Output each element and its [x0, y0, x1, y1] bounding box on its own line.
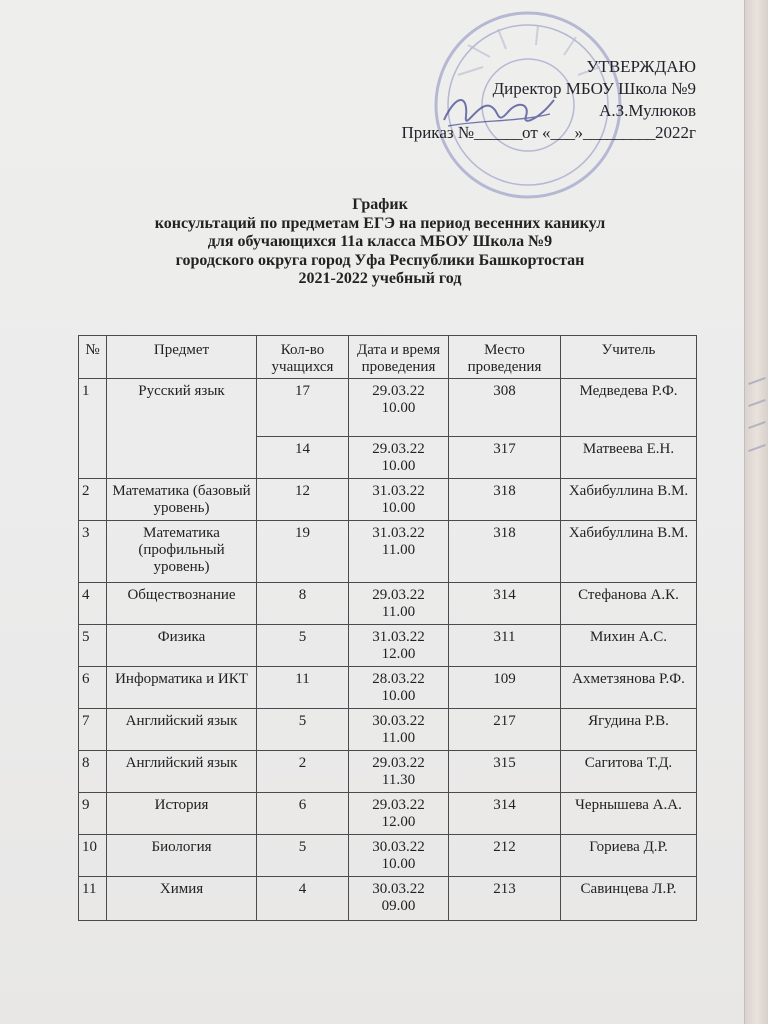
row-count: 4	[257, 877, 349, 921]
row-teacher: Хабибуллина В.М.	[561, 479, 697, 521]
table-row	[79, 521, 697, 583]
approval-name: А.З.Мулюков	[599, 101, 696, 120]
row-number: 2	[79, 479, 107, 521]
row-place: 212	[449, 835, 561, 877]
approval-order: Приказ №______от «___»_________2022г	[401, 123, 696, 142]
row-place: 318	[449, 521, 561, 583]
row-datetime: 31.03.22 12.00	[349, 625, 449, 667]
row-place: 311	[449, 625, 561, 667]
row-subject: Информатика и ИКТ	[107, 667, 257, 709]
table-row	[79, 583, 697, 625]
row-count: 17	[257, 379, 349, 437]
table-row	[79, 379, 697, 437]
row-number: 3	[79, 521, 107, 583]
table-row	[79, 709, 697, 751]
row-datetime: 31.03.22 10.00	[349, 479, 449, 521]
row-subject: Русский язык	[107, 379, 257, 479]
table-row	[79, 479, 697, 521]
row-count: 14	[257, 437, 349, 479]
row-subject: История	[107, 793, 257, 835]
row-count: 6	[257, 793, 349, 835]
row-place: 318	[449, 479, 561, 521]
row-number: 10	[79, 835, 107, 877]
row-count: 12	[257, 479, 349, 521]
header-subject: Предмет	[107, 336, 257, 379]
row-subject: Физика	[107, 625, 257, 667]
title-line-5: 2021-2022 учебный год	[298, 270, 462, 288]
header-teacher: Учитель	[561, 336, 697, 379]
row-place: 109	[449, 667, 561, 709]
table-row	[79, 793, 697, 835]
row-count: 11	[257, 667, 349, 709]
table-row	[79, 877, 697, 921]
row-subject: Математика (базовый уровень)	[107, 479, 257, 521]
row-place: 315	[449, 751, 561, 793]
row-subject: Математика (профильный уровень)	[107, 521, 257, 583]
row-number: 6	[79, 667, 107, 709]
row-datetime: 29.03.22 11.00	[349, 583, 449, 625]
approval-director: Директор МБОУ Школа №9	[492, 79, 696, 98]
row-teacher: Чернышева А.А.	[561, 793, 697, 835]
row-teacher: Ягудина Р.В.	[561, 709, 697, 751]
row-place: 314	[449, 793, 561, 835]
row-datetime: 31.03.22 11.00	[349, 521, 449, 583]
row-place: 213	[449, 877, 561, 921]
header-students: Кол-во учащихся	[257, 336, 349, 379]
row-teacher: Михин А.С.	[561, 625, 697, 667]
row-count: 5	[257, 835, 349, 877]
row-place: 217	[449, 709, 561, 751]
row-datetime: 28.03.22 10.00	[349, 667, 449, 709]
row-teacher: Стефанова А.К.	[561, 583, 697, 625]
approval-block	[401, 56, 696, 144]
row-place: 308	[449, 379, 561, 437]
row-datetime: 29.03.22 10.00	[349, 437, 449, 479]
row-number: 9	[79, 793, 107, 835]
consultation-schedule-table	[78, 335, 697, 921]
row-teacher: Сагитова Т.Д.	[561, 751, 697, 793]
row-subject: Английский язык	[107, 751, 257, 793]
row-count: 2	[257, 751, 349, 793]
row-datetime: 30.03.22 10.00	[349, 835, 449, 877]
row-number: 1	[79, 379, 107, 479]
row-datetime: 29.03.22 10.00	[349, 379, 449, 437]
header-place: Место проведения	[449, 336, 561, 379]
row-place: 314	[449, 583, 561, 625]
row-datetime: 29.03.22 11.30	[349, 751, 449, 793]
row-subject: Химия	[107, 877, 257, 921]
row-count: 19	[257, 521, 349, 583]
table-row	[79, 625, 697, 667]
row-datetime: 30.03.22 11.00	[349, 709, 449, 751]
title-line-2: консультаций по предметам ЕГЭ на период весенних каникул	[154, 214, 606, 232]
row-number: 4	[79, 583, 107, 625]
approval-heading: УТВЕРЖДАЮ	[586, 57, 696, 76]
row-subject: Английский язык	[107, 709, 257, 751]
row-datetime: 30.03.22 09.00	[349, 877, 449, 921]
row-teacher: Гориева Д.Р.	[561, 835, 697, 877]
row-teacher: Матвеева Е.Н.	[561, 437, 697, 479]
title-line-4: городского округа город Уфа Республики Башкортостан	[175, 251, 585, 269]
table-row	[79, 751, 697, 793]
title-line-1: График	[352, 196, 408, 213]
row-teacher: Хабибуллина В.М.	[561, 521, 697, 583]
title-line-3: для обучающихся 11а класса МБОУ Школа №9	[207, 233, 553, 251]
row-count: 8	[257, 583, 349, 625]
row-number: 8	[79, 751, 107, 793]
row-subject: Обществознание	[107, 583, 257, 625]
row-teacher: Савинцева Л.Р.	[561, 877, 697, 921]
row-count: 5	[257, 625, 349, 667]
header-number: №	[79, 336, 107, 379]
row-number: 11	[79, 877, 107, 921]
table-row	[79, 835, 697, 877]
row-place: 317	[449, 437, 561, 479]
header-date: Дата и время проведения	[349, 336, 449, 379]
row-teacher: Ахметзянова Р.Ф.	[561, 667, 697, 709]
row-count: 5	[257, 709, 349, 751]
row-number: 5	[79, 625, 107, 667]
row-number: 7	[79, 709, 107, 751]
underlying-page-edge	[744, 0, 768, 1024]
row-subject: Биология	[107, 835, 257, 877]
row-datetime: 29.03.22 12.00	[349, 793, 449, 835]
document-title	[100, 196, 660, 289]
table-header-row	[79, 336, 697, 379]
table-row	[79, 667, 697, 709]
row-teacher: Медведева Р.Ф.	[561, 379, 697, 437]
